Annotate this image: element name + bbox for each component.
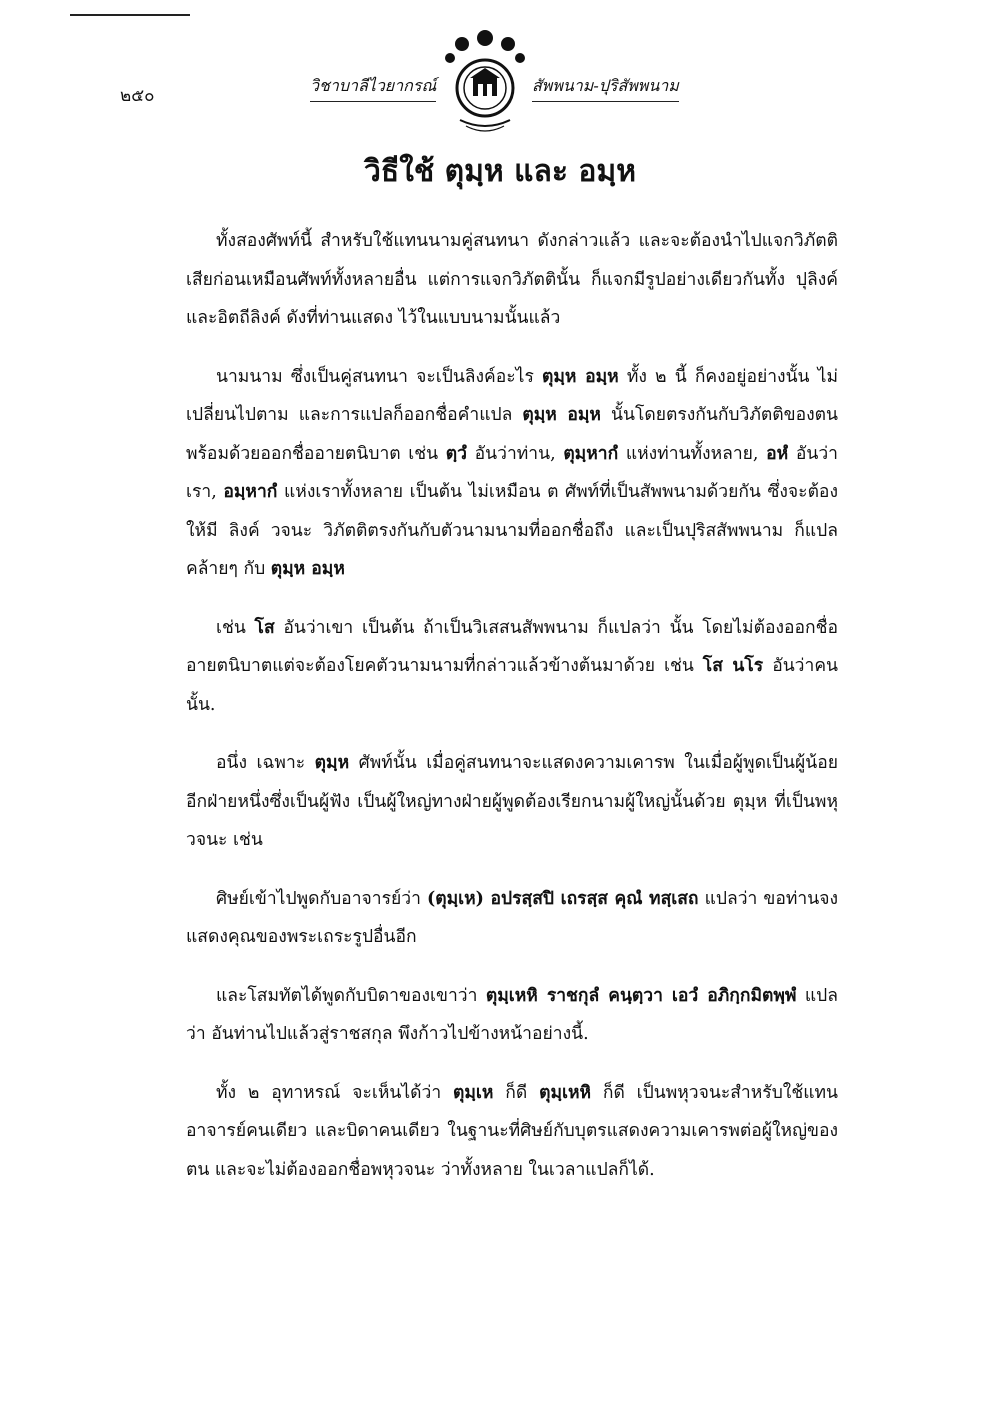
pali-term: (ตุมฺเห) อปรสฺสปิ เถรสฺส คุณํ ทสฺเสถ [426,888,699,909]
text-segment: แปลว่า อันท่านไปแล้วสู่ราชสกุล พึงก้าวไปข้างหน้าอย่างนี้. [186,985,838,1044]
pali-term: ตุมฺห อมฺห [542,366,619,387]
body-text [186,222,838,1209]
text-segment: ก็ดี [493,1082,540,1103]
text-segment: อันว่าคนนั้น. [186,656,838,715]
pali-term: ตุมฺหากํ [563,443,619,464]
pali-term: ตุมฺห [314,753,350,773]
paragraph [186,977,838,1054]
text-segment: อันว่าเรา, [186,443,838,502]
pali-term: ตุมฺห อมฺห [270,559,345,579]
pali-term: ตุมฺเหหิ [539,1082,592,1103]
paragraph [186,222,838,338]
text-segment: แห่งเราทั้งหลาย เป็นต้น ไม่เหมือน ต ศัพท์ที่เป็นสัพพนามด้วยกัน ซึ่งจะต้องให้มี ลิงค์ วจนะ วิภัตติตรงกันกับตัวนามนามที่ออกชื่อถึง และเป็นปุริสสัพพนาม ก็แปลคล้ายๆ กับ [186,482,838,579]
pali-term: อหํ [766,443,789,464]
text-segment: ทั้ง ๒ อุทาหรณ์ จะเห็นได้ว่า [216,1082,453,1103]
paragraph [186,358,838,589]
paragraph [186,880,838,957]
text-segment: อนึ่ง เฉพาะ [216,753,315,773]
pali-term: ตุมฺห อมฺห [522,405,601,425]
pali-term: โส [254,617,275,638]
section-title: วิธีใช้ ตุมฺห และ อมฺห [364,154,636,189]
text-segment: ทั้ง ๒ นี้ ก็คงอยู่อย่างนั้น ไม่เปลี่ยนไปตาม และการแปลก็ออกชื่อคำแปล [186,366,838,425]
header-book-title: วิชาบาลีไวยากรณ์ [310,74,436,102]
paragraph [186,744,838,860]
text-segment: และโสมทัตได้พูดกับบิดาของเขาว่า [216,985,486,1006]
pali-term: ตุมฺเห [453,1082,494,1103]
text-segment: ก็ดี เป็นพหุวจนะสำหรับใช้แทนอาจารย์คนเดียว และบิดาคนเดียว ในฐานะที่ศิษย์กับบุตรแสดงความเคารพต่อผู้ใหญ่ของตน และจะไม่ต้องออกชื่อพหุวจนะ ว่าทั้งหลาย ในเวลาแปลก็ได้. [186,1082,838,1180]
pali-term: อมฺหากํ [223,482,278,502]
page-header [120,60,840,160]
text-segment: นามนาม ซึ่งเป็นคู่สนทนา จะเป็นลิงค์อะไร [216,366,543,387]
page-number: ๒๕๐ [120,86,155,106]
text-segment: แปลว่า ขอท่านจงแสดงคุณของพระเถระรูปอื่นอีก [186,888,838,947]
text-segment: อันว่าท่าน, [466,443,564,464]
text-segment: นั้นโดยตรงกันกับวิภัตติของตน พร้อมด้วยออกชื่ออายตนิบาต เช่น [186,405,838,464]
pali-term: ตุมฺเหหิ ราชกุลํ คนฺตฺวา เอวํ อภิกฺกมิตพฺพํ [485,985,797,1006]
emblem-seal-icon [440,28,530,138]
text-segment: ทั้งสองศัพท์นี้ สำหรับใช้แทนนามคู่สนทนา ดังกล่าวแล้ว และจะต้องนำไปแจกวิภัตติเสียก่อนเหมือนศัพท์ทั้งหลายอื่น แต่การแจกวิภัตตินั้น ก็แจกมีรูปอย่างเดียวกันทั้ง ปุลิงค์ และอิตถีลิงค์ ดังที่ท่านแสดง ไว้ในแบบนามนั้นแล้ว [186,231,838,328]
paragraph [186,1074,838,1190]
pali-term: ตฺวํ [445,443,467,464]
text-segment: แห่งท่านทั้งหลาย, [618,443,767,464]
text-segment: อันว่าเขา เป็นต้น ถ้าเป็นวิเสสนสัพพนาม ก็แปลว่า นั้น โดยไม่ต้องออกชื่ออายตนิบาตแต่จะต้องโยคตัวนามนามที่กล่าวแล้วข้างต้นมาด้วย เช่น [186,617,838,676]
top-edge-rule [70,14,190,16]
text-segment: ศิษย์เข้าไปพูดกับอาจารย์ว่า [216,888,427,909]
header-chapter-title: สัพพนาม-ปุริสัพพนาม [532,74,679,102]
text-segment: ศัพท์นั้น เมื่อคู่สนทนาจะแสดงความเคารพ ในเมื่อผู้พูดเป็นผู้น้อย อีกฝ่ายหนึ่งซึ่งเป็นผู้ฟัง เป็นผู้ใหญ่ทางฝ่ายผู้พูดต้องเรียกนามผู้ใหญ่นั้นด้วย ตุมฺห ที่เป็นพหุวจนะ เช่น [186,753,838,850]
pali-term: โส นโร [702,656,764,676]
text-segment: เช่น [216,617,255,638]
paragraph [186,609,838,725]
